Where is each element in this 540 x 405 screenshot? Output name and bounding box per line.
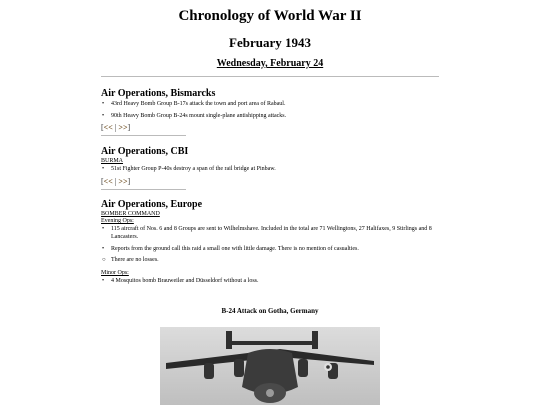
item-text: 115 aircraft of Nos. 6 and 8 Groups are sent to Wilhelmshave. Included in the total are 71 Wellingtons, 27 Halifaxes, 9 Stirlings and 8 Lancasters. [111,226,432,240]
section-europe [101,199,441,285]
section-cbi [101,146,441,190]
list-item [101,277,441,285]
item-text: 43rd Heavy Bomb Group B-17s attack the town and port area of Rabaul. [111,101,286,107]
nav-separator: | [114,177,117,186]
bullet-icon: • [102,278,105,284]
divider [101,189,186,190]
subheading: BURMA [101,158,124,164]
bullet-icon: • [102,101,105,107]
group-label: Minor Ops: [101,270,129,276]
section-bismarcks [101,88,441,136]
nav-bracket: ] [127,123,131,132]
section-nav [101,123,441,132]
figure-caption: B-24 Attack on Gotha, Germany [221,307,319,315]
list-item [101,245,441,253]
item-text: 51st Fighter Group P-40s destroy a span of the rail bridge at Pinbaw. [111,166,276,172]
section-title: Air Operations, CBI [101,146,189,157]
nav-separator: | [114,123,117,132]
section-nav [101,177,441,186]
item-list [101,165,441,173]
list-item [101,256,441,264]
bullet-icon: • [102,246,105,252]
bullet-icon: • [102,166,105,172]
list-item [101,112,441,120]
bullet-icon: • [102,226,105,232]
nav-bracket: ] [127,177,131,186]
section-title: Air Operations, Bismarcks [101,88,216,99]
prev-link[interactable]: << [103,123,113,132]
bullet-icon: • [102,113,105,119]
item-text: 90th Heavy Bomb Group B-24s mount single-plane antishipping attacks. [111,113,287,119]
section-title: Air Operations, Europe [101,199,203,210]
bullet-icon: ○ [102,257,106,263]
next-link[interactable]: >> [118,123,128,132]
b24-bomber-icon [160,327,380,405]
item-text: There are no losses. [111,257,159,263]
date-heading: Wednesday, February 24 [216,58,324,69]
group-label: Evening Ops: [101,218,134,224]
month-heading: February 1943 [229,35,311,50]
next-link[interactable]: >> [118,177,128,186]
b24-bomber-photo [160,327,380,405]
item-list [101,100,441,120]
list-item [101,225,441,241]
divider [101,135,186,136]
page-title: Chronology of World War II [178,8,362,24]
subheading: BOMBER COMMAND [101,211,160,217]
item-list [101,225,441,264]
item-text: Reports from the ground call this raid a small one with little damage. There is no mention of casualties. [111,246,359,252]
list-item [101,100,441,108]
list-item [101,165,441,173]
nav-bracket: [ [101,177,104,186]
item-list [101,277,441,285]
nav-bracket: [ [101,123,104,132]
divider [101,76,439,77]
prev-link[interactable]: << [103,177,113,186]
item-text: 4 Mosquitos bomb Brauweiler and Düsseldorf without a loss. [111,278,259,284]
